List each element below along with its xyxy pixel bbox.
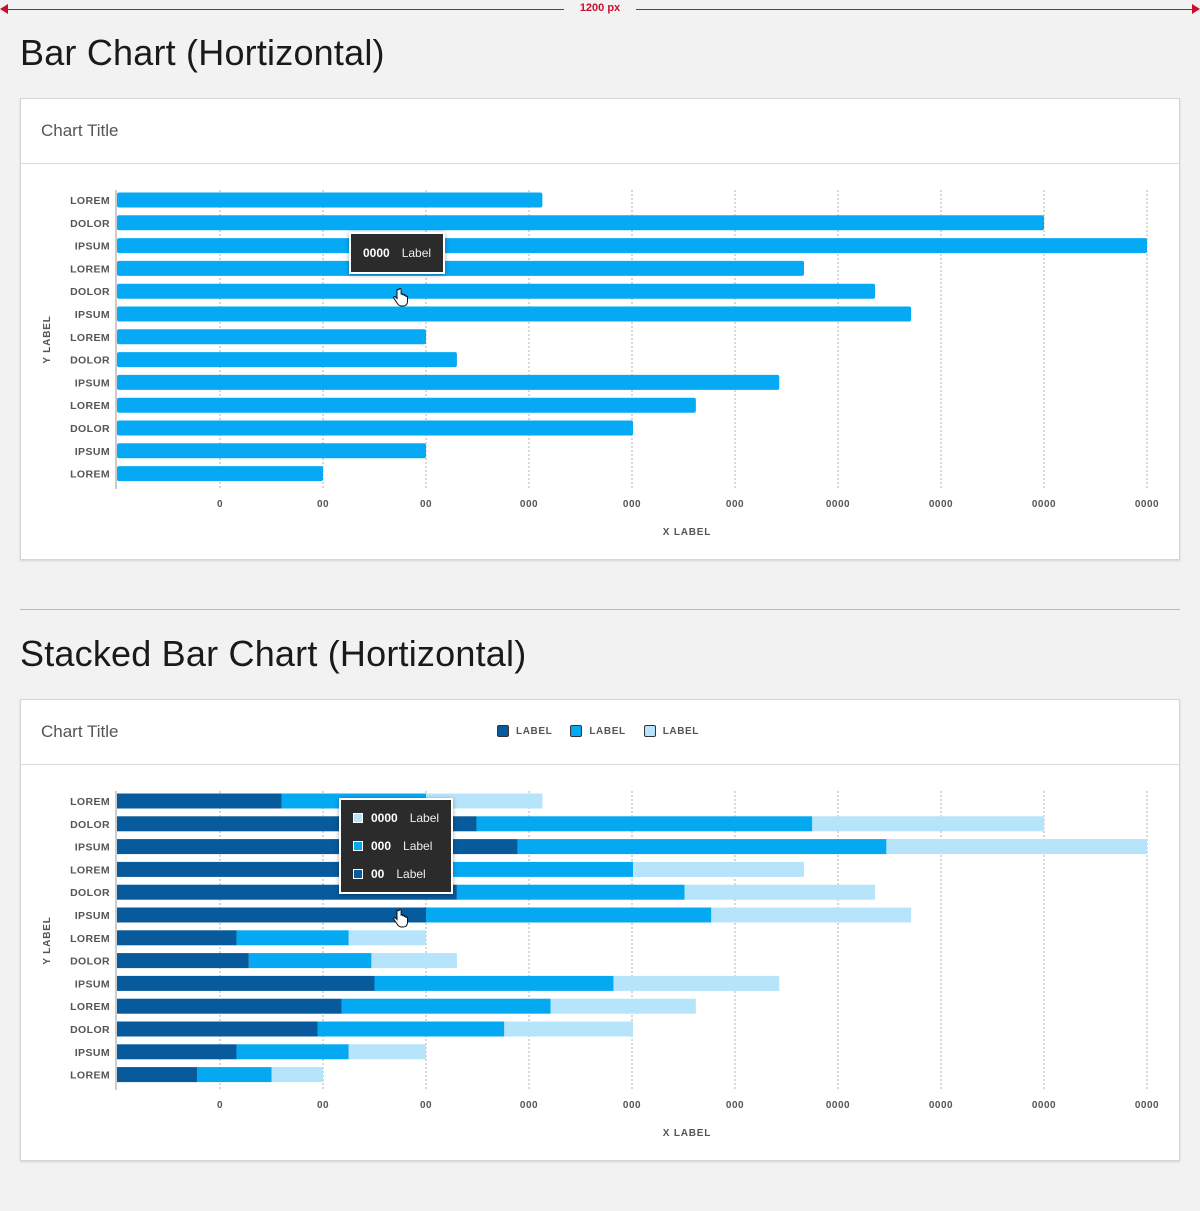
bar-segment <box>117 999 342 1014</box>
y-category-label: LOREM <box>70 400 110 413</box>
hand-cursor-icon <box>391 909 409 931</box>
bar-segment <box>197 1067 271 1082</box>
ruler-line-left <box>6 9 564 10</box>
bar-segment <box>812 816 1044 831</box>
bar <box>117 329 426 344</box>
y-category-label: IPSUM <box>74 978 110 991</box>
bar-segment <box>349 930 426 945</box>
bar-segment <box>117 930 236 945</box>
bar-segment <box>633 862 804 877</box>
card-title: Chart Title <box>41 121 119 140</box>
bar <box>117 238 1147 253</box>
tooltip-row <box>341 804 451 832</box>
y-category-label: DOLOR <box>70 286 110 299</box>
bar-segment <box>426 908 711 923</box>
bar <box>117 193 542 208</box>
bar-segment <box>117 908 426 923</box>
bar-segment <box>117 1044 236 1059</box>
legend-label: LABEL <box>662 725 700 737</box>
tooltip-swatch-icon <box>353 869 363 879</box>
x-tick-label: 0 <box>216 499 224 510</box>
bar <box>117 215 1044 230</box>
x-tick-label: 0000 <box>1031 1100 1057 1111</box>
chart-legend <box>497 725 699 737</box>
bar <box>117 375 779 390</box>
y-category-label: IPSUM <box>74 377 110 390</box>
tooltip-label: Label <box>396 867 426 881</box>
bar <box>117 352 457 367</box>
y-category-label: IPSUM <box>74 240 110 253</box>
y-category-label: IPSUM <box>74 1046 110 1059</box>
bar-segment <box>117 953 249 968</box>
bar-chart <box>21 163 1179 559</box>
y-category-label: DOLOR <box>70 818 110 831</box>
x-axis-title: X LABEL <box>662 1128 712 1139</box>
y-category-label: DOLOR <box>70 217 110 230</box>
tooltip-swatch-icon <box>353 841 363 851</box>
bar-segment <box>551 999 696 1014</box>
x-tick-label: 000 <box>519 499 539 510</box>
bar-segment <box>318 1022 504 1037</box>
stacked-bar-chart-card <box>20 699 1180 1161</box>
legend-swatch-icon <box>497 725 509 737</box>
y-category-label: IPSUM <box>74 309 110 321</box>
x-tick-label: 000 <box>622 1100 642 1111</box>
bar-segment <box>711 908 911 923</box>
bar-segment <box>518 839 887 854</box>
x-tick-label: 0000 <box>1031 499 1057 510</box>
x-tick-label: 000 <box>519 1100 539 1111</box>
tooltip-label: Label <box>401 246 432 260</box>
bar <box>117 421 633 436</box>
y-category-label: DOLOR <box>70 354 110 367</box>
y-category-label: LOREM <box>70 1069 110 1082</box>
bar-segment <box>447 862 633 877</box>
x-tick-label: 000 <box>725 1100 745 1111</box>
y-category-label: LOREM <box>70 468 110 481</box>
tooltip-swatch-icon <box>353 813 363 823</box>
x-tick-label: 0 <box>216 1100 224 1111</box>
y-category-label: IPSUM <box>74 445 110 458</box>
bar <box>117 261 804 276</box>
bar-segment <box>349 1044 426 1059</box>
section-title-bar-chart: Bar Chart (Hortizontal) <box>20 32 385 73</box>
bar-segment <box>685 885 876 900</box>
chart-tooltip <box>349 232 445 274</box>
y-category-label: IPSUM <box>74 841 110 854</box>
bar-segment <box>117 976 375 991</box>
bar-segment <box>117 1022 318 1037</box>
y-category-label: DOLOR <box>70 1024 110 1036</box>
legend-label: LABEL <box>516 725 553 737</box>
x-tick-label: 000 <box>725 499 745 510</box>
y-category-label: LOREM <box>70 932 110 945</box>
legend-item-series-2[interactable] <box>570 725 625 737</box>
x-tick-label: 000 <box>622 499 642 510</box>
x-tick-label: 0000 <box>825 499 851 510</box>
bar-segment <box>613 976 779 991</box>
bar <box>117 443 426 458</box>
legend-item-series-3[interactable] <box>644 725 699 737</box>
bar-chart-card <box>20 98 1180 560</box>
y-category-label: DOLOR <box>70 955 110 968</box>
y-category-label: DOLOR <box>70 423 110 435</box>
bar-segment <box>504 1022 633 1037</box>
bar-segment <box>886 839 1147 854</box>
tooltip-value: 00 <box>371 867 385 881</box>
bar-segment <box>375 976 614 991</box>
bar-segment <box>236 930 348 945</box>
y-category-label: DOLOR <box>70 887 110 900</box>
bar-segment <box>272 1067 324 1082</box>
section-title-stacked-bar-chart: Stacked Bar Chart (Hortizontal) <box>20 633 527 674</box>
tooltip-label: Label <box>409 811 440 825</box>
legend-item-series-1[interactable] <box>497 725 552 737</box>
tooltip-value: 000 <box>371 839 392 853</box>
width-ruler <box>0 0 1200 20</box>
tooltip-row <box>341 832 451 860</box>
tooltip-value: 0000 <box>363 246 390 260</box>
bar <box>117 284 875 299</box>
ruler-line-right <box>636 9 1194 10</box>
ruler-right-arrow-icon <box>1192 4 1200 14</box>
chart-tooltip <box>339 798 453 894</box>
section-divider <box>20 609 1180 610</box>
y-category-label: LOREM <box>70 331 110 344</box>
legend-swatch-icon <box>644 725 656 737</box>
y-category-label: IPSUM <box>74 910 110 922</box>
x-tick-label: 0000 <box>928 1100 954 1111</box>
bar-segment <box>117 1067 197 1082</box>
y-category-label: LOREM <box>70 1001 110 1014</box>
legend-swatch-icon <box>570 725 582 737</box>
card-title: Chart Title <box>41 722 119 741</box>
tooltip-row <box>341 860 451 888</box>
bar-segment <box>236 1044 348 1059</box>
bar-segment <box>476 816 812 831</box>
y-category-label: LOREM <box>70 796 110 808</box>
x-tick-label: 00 <box>316 1100 330 1111</box>
y-axis-title: Y LABEL <box>42 315 53 364</box>
stacked-bar-chart <box>21 764 1179 1160</box>
x-axis-title: X LABEL <box>662 527 712 538</box>
y-axis-title: Y LABEL <box>42 916 53 965</box>
x-tick-label: 00 <box>419 499 433 510</box>
x-tick-label: 0000 <box>1134 499 1160 510</box>
bar-segment <box>117 839 518 854</box>
bar-segment <box>342 999 551 1014</box>
x-tick-label: 00 <box>419 1100 433 1111</box>
x-tick-label: 0000 <box>1134 1100 1160 1111</box>
card-header <box>21 700 1179 765</box>
y-category-label: LOREM <box>70 195 110 207</box>
bar-segment <box>249 953 372 968</box>
y-category-label: LOREM <box>70 864 110 877</box>
hand-cursor-icon <box>391 288 409 310</box>
bar <box>117 307 911 322</box>
bar-segment <box>457 885 685 900</box>
x-tick-label: 00 <box>316 499 330 510</box>
legend-label: LABEL <box>589 725 626 737</box>
tooltip-label: Label <box>403 839 433 853</box>
ruler-label: 1200 px <box>579 2 621 14</box>
y-category-label: LOREM <box>70 263 110 276</box>
tooltip-value: 0000 <box>371 811 398 825</box>
bar <box>117 466 323 481</box>
bar <box>117 398 696 413</box>
x-tick-label: 0000 <box>928 499 954 510</box>
bar-segment <box>371 953 456 968</box>
bar-segment <box>117 794 282 809</box>
card-header <box>21 99 1179 164</box>
x-tick-label: 0000 <box>825 1100 851 1111</box>
tooltip-row <box>351 234 443 272</box>
